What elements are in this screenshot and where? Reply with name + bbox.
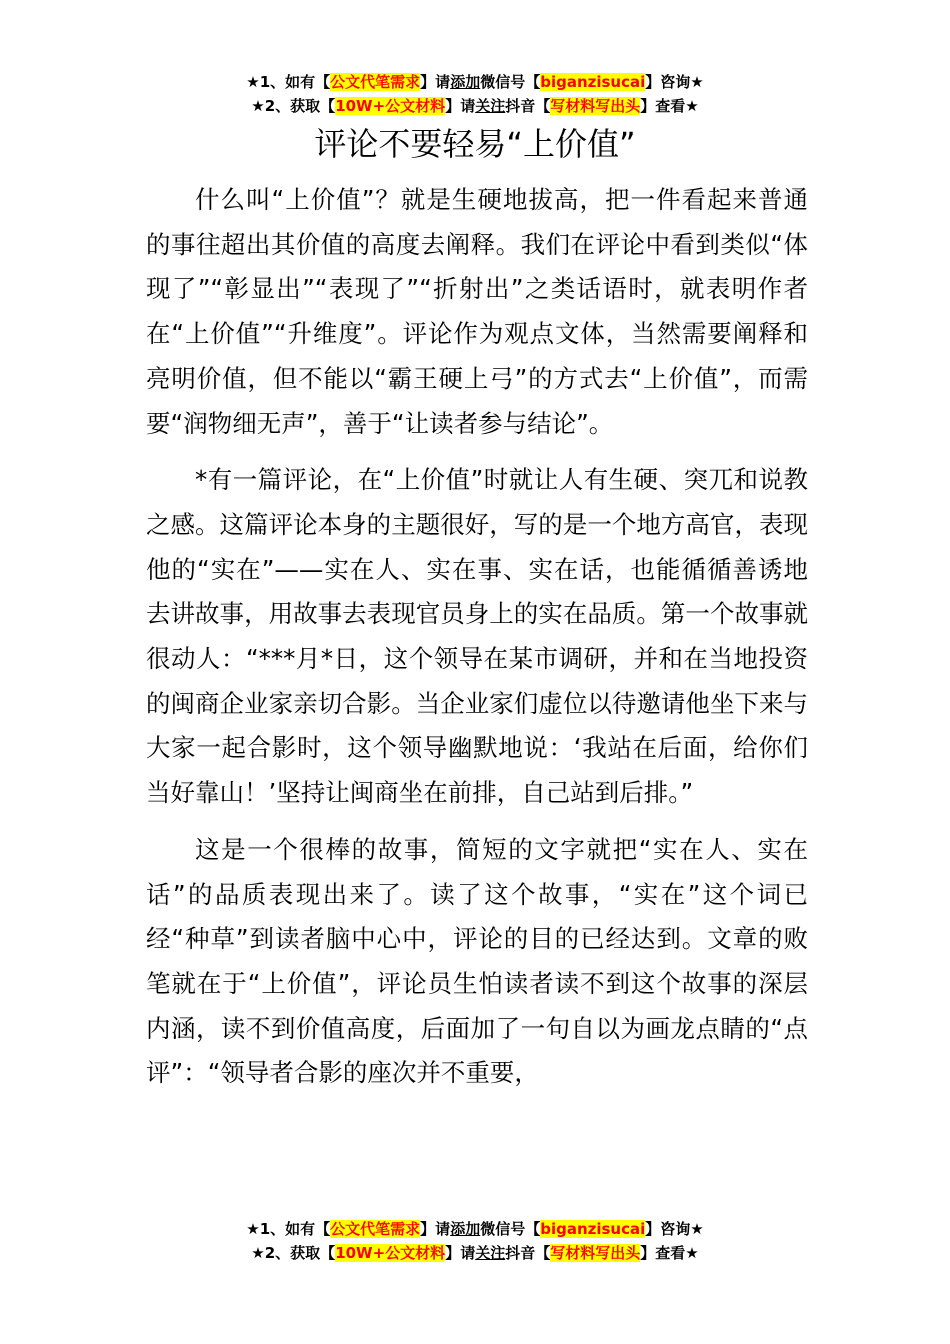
paragraph: 这是一个很棒的故事，简短的文字就把“实在人、实在话”的品质表现出来了。读了这个故事，“实在”这个词已经“种草”到读者脑中心中，评论的目的已经达到。文章的败笔就在于“上价值”，评论员生怕读者读不到这个故事的深层内涵，读不到价值高度，后面加了一句自以为画龙点睛的“点评”：“领导者合影的座次并不重要， [146, 834, 808, 1088]
banner-line-2: ★2、获取【10W+公文材料】请关注抖音【写材料写出头】查看★ [251, 1244, 699, 1262]
banner-highlight: 10W+公文材料 [335, 1244, 446, 1262]
banner-douyin-id: 写材料写出头 [550, 97, 641, 115]
banner-line-1: ★1、如有【公文代笔需求】请添加微信号【biganzisucai】咨询★ [246, 73, 704, 91]
paragraph: 什么叫“上价值”？就是生硬地拔高，把一件看起来普通的事往超出其价值的高度去阐释。我们在评论中看到类似“体现了”“彰显出”“表现了”“折射出”之类话语时，就表明作者在“上价值”“升维度”。评论作为观点文体，当然需要阐释和亮明价值，但不能以“霸王硬上弓”的方式去“上价值”，而需要“润物细无声”，善于“让读者参与结论”。 [146, 185, 808, 438]
footer-banner [0, 1217, 950, 1265]
banner-wechat-id: biganzisucai [540, 1220, 646, 1238]
banner-highlight: 10W+公文材料 [335, 97, 446, 115]
banner-highlight: 公文代笔需求 [330, 1220, 421, 1238]
banner-line-1: ★1、如有【公文代笔需求】请添加微信号【biganzisucai】咨询★ [246, 1220, 704, 1238]
banner-wechat-id: biganzisucai [540, 73, 646, 91]
article-body [146, 178, 808, 1108]
banner-douyin-id: 写材料写出头 [550, 1244, 641, 1262]
paragraph: *有一篇评论，在“上价值”时就让人有生硬、突兀和说教之感。这篇评论本身的主题很好，写的是一个地方高官，表现他的“实在”——实在人、实在事、实在话，也能循循善诱地去讲故事，用故事去表现官员身上的实在品质。第一个故事就很动人：“***月*日，这个领导在某市调研，并和在当地投资的闽商企业家亲切合影。当企业家们虚位以待邀请他坐下来与大家一起合影时，这个领导幽默地说：‘我站在后面，给你们当好靠山！’坚持让闽商坐在前排，自己站到后排。” [146, 465, 808, 808]
banner-highlight: 公文代笔需求 [330, 73, 421, 91]
banner-line-2: ★2、获取【10W+公文材料】请关注抖音【写材料写出头】查看★ [251, 97, 699, 115]
article-title: 评论不要轻易“上价值” [314, 125, 636, 163]
header-banner [0, 70, 950, 118]
